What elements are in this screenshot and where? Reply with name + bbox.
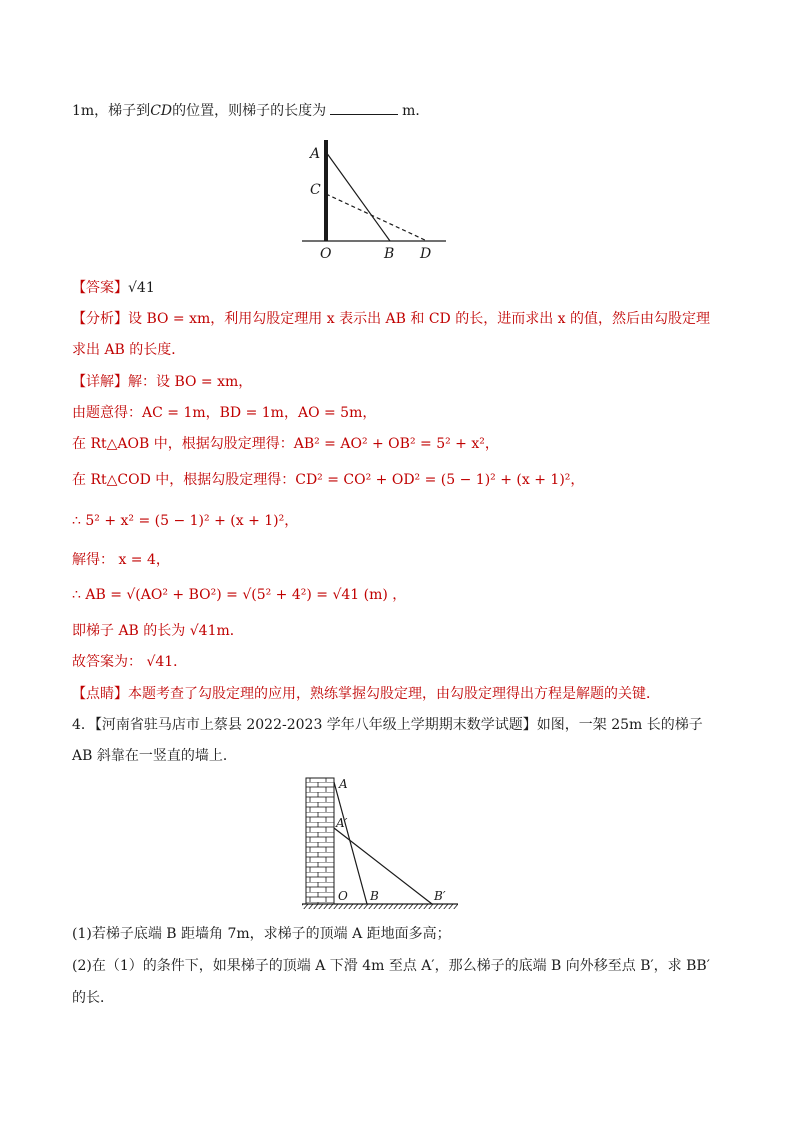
detail-conclusion: 即梯子 AB 的长为 √41m． bbox=[72, 623, 244, 639]
label-a-prime: A′ bbox=[336, 816, 348, 830]
previous-question-tail bbox=[72, 100, 429, 121]
detail-solve: 解得： x = 4， bbox=[72, 552, 170, 568]
answer-blank bbox=[330, 100, 398, 115]
problem-4-text-2: AB 斜靠在一竖直的墙上． bbox=[72, 748, 237, 764]
detail-line-ab-value bbox=[72, 585, 406, 605]
label-b: B bbox=[384, 246, 395, 262]
problem-4-line-2 bbox=[72, 746, 237, 766]
label-a-2: A bbox=[339, 777, 348, 791]
analysis-text-1: 设 BO = xm，利用勾股定理用 x 表示出 AB 和 CD 的长，进而求出 x 的值，然后由勾股定理 bbox=[128, 311, 711, 327]
subquestion-2-line-1 bbox=[72, 956, 710, 976]
detail-line-solve bbox=[72, 550, 170, 570]
detail-intro: 解：设 BO = xm， bbox=[128, 374, 253, 390]
analysis-line-1 bbox=[72, 309, 710, 329]
label-o-2: O bbox=[338, 889, 348, 903]
detail-rt-aob: 在 Rt△AOB 中，根据勾股定理得：AB² = AO² + OB² = 5² + x²， bbox=[72, 436, 499, 452]
answer-line bbox=[72, 278, 155, 298]
ladder-figure-2 bbox=[298, 772, 464, 912]
detail-rt-cod: 在 Rt△COD 中，根据勾股定理得：CD² = CO² + OD² = (5 − 1)² + (x + 1)²， bbox=[72, 472, 585, 488]
detail-tag: 【详解】 bbox=[72, 374, 128, 390]
detail-line-rt-cod bbox=[72, 470, 584, 490]
comment-line bbox=[72, 684, 660, 704]
comment-tag: 【点睛】 bbox=[72, 686, 128, 702]
brick-wall bbox=[306, 778, 334, 904]
detail-final: 故答案为： √41． bbox=[72, 654, 188, 670]
ladder-ab bbox=[326, 152, 390, 241]
ladder-a-prime-b-prime bbox=[334, 828, 432, 904]
top-line-mid: 的位置，则梯子的长度为 bbox=[172, 103, 327, 119]
comment-text: 本题考查了勾股定理的应用，熟练掌握勾股定理，由勾股定理得出方程是解题的关键． bbox=[128, 686, 660, 702]
analysis-tag: 【分析】 bbox=[72, 311, 128, 327]
analysis-line-2 bbox=[72, 340, 185, 360]
analysis-text-2: 求出 AB 的长度． bbox=[72, 342, 186, 358]
label-b-2: B bbox=[370, 889, 379, 903]
label-o: O bbox=[320, 246, 332, 262]
top-line-cd: CD bbox=[150, 103, 173, 119]
ladder-cd bbox=[326, 194, 427, 241]
detail-line-equation bbox=[72, 511, 298, 531]
subquestion-1 bbox=[72, 924, 451, 944]
top-line-unit: m． bbox=[402, 103, 430, 119]
label-d: D bbox=[420, 246, 432, 262]
subquestion-2-text-1: (2)在（1）的条件下，如果梯子的顶端 A 下滑 4m 至点 A′，那么梯子的底端 B 向外移至点 B′，求 BB′ bbox=[72, 958, 710, 974]
top-line-lead: 1m，梯子到 bbox=[72, 103, 151, 119]
detail-line-intro bbox=[72, 372, 252, 392]
subquestion-2-text-2: 的长． bbox=[72, 990, 114, 1006]
answer-tag: 【答案】 bbox=[72, 280, 128, 296]
detail-given: 由题意得：AC = 1m，BD = 1m，AO = 5m， bbox=[72, 405, 377, 421]
label-a: A bbox=[310, 146, 321, 162]
problem-4-text-1: 4．【河南省驻马店市上蔡县 2022-2023 学年八年级上学期期末数学试题】如图，一架 25m 长的梯子 bbox=[72, 717, 703, 733]
problem-4-line-1 bbox=[72, 715, 703, 735]
subquestion-1-text: (1)若梯子底端 B 距墙角 7m，求梯子的顶端 A 距地面多高； bbox=[72, 926, 451, 942]
detail-equation: ∴ 5² + x² = (5 − 1)² + (x + 1)²， bbox=[72, 513, 299, 529]
ladder-figure-1 bbox=[294, 138, 454, 266]
detail-ab-value: ∴ AB = √(AO² + BO²) = √(5² + 4²) = √41 (m) ， bbox=[72, 587, 407, 603]
detail-line-rt-aob bbox=[72, 434, 499, 454]
ground-hatching bbox=[302, 904, 458, 909]
detail-line-conclusion bbox=[72, 621, 244, 641]
label-c: C bbox=[310, 182, 321, 198]
subquestion-2-line-2 bbox=[72, 988, 114, 1008]
label-b-prime: B′ bbox=[434, 889, 446, 903]
ladder-ab-2 bbox=[334, 782, 367, 904]
answer-value: √41 bbox=[128, 280, 155, 296]
detail-line-final bbox=[72, 652, 187, 672]
detail-line-given bbox=[72, 403, 376, 423]
